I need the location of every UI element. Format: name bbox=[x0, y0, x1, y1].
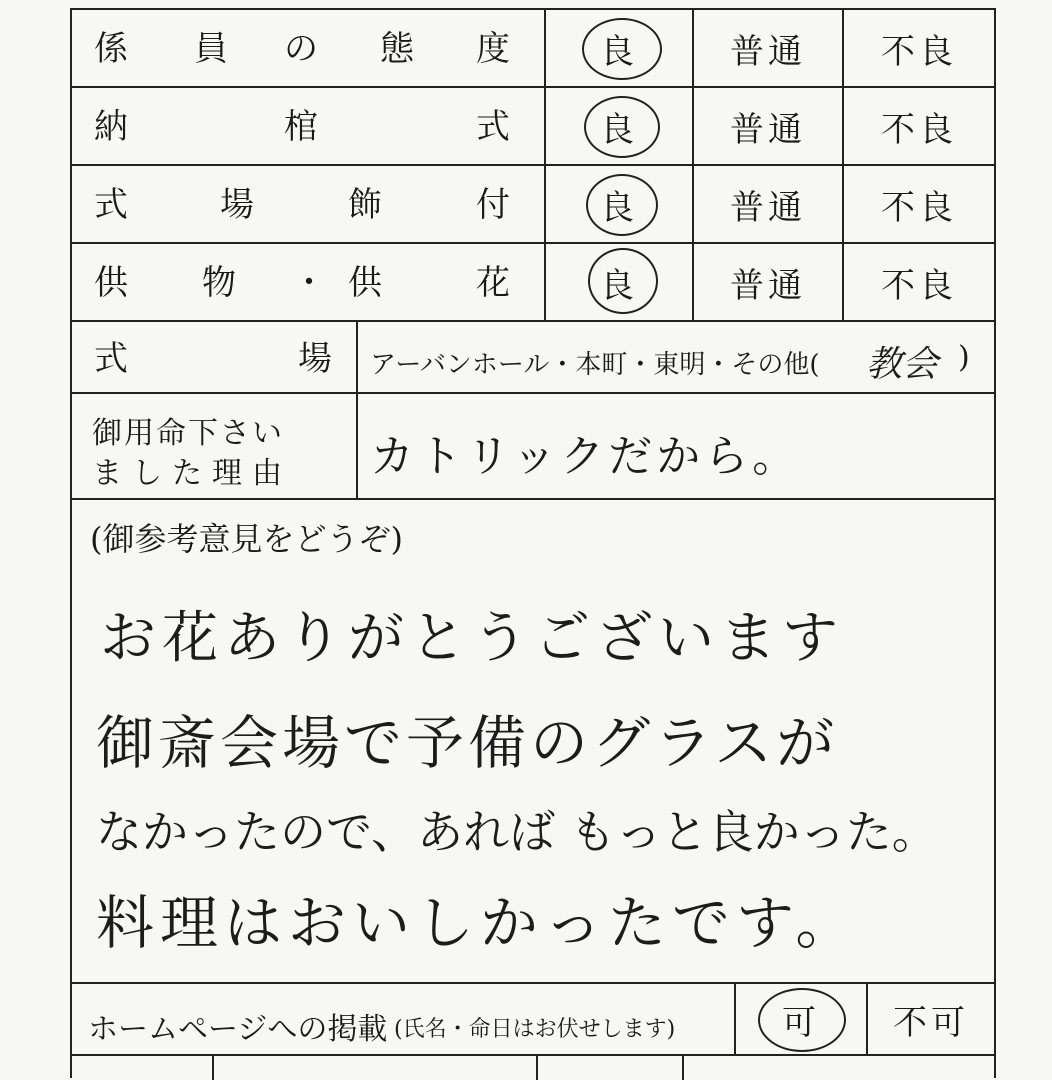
rating-label-cell bbox=[72, 10, 546, 86]
selection-circle bbox=[582, 18, 662, 80]
venue-row bbox=[72, 322, 994, 394]
venue-label-cell bbox=[72, 322, 358, 392]
comment-line: 料理はおいしかったです。 bbox=[96, 889, 860, 957]
option-bad-label: 不良 bbox=[881, 265, 957, 306]
label-char: 場 bbox=[298, 339, 332, 379]
option-good[interactable] bbox=[546, 244, 694, 320]
label-char: 態 bbox=[380, 29, 414, 69]
comment-line: お花ありがとうございます bbox=[100, 606, 844, 671]
label-char: 物 bbox=[202, 263, 236, 303]
option-bad-label: 不良 bbox=[881, 109, 957, 150]
option-bad[interactable] bbox=[844, 244, 994, 320]
homepage-note: (氏名・命日はお伏せします) bbox=[394, 1017, 676, 1042]
homepage-row bbox=[72, 984, 994, 1056]
partial-divider bbox=[536, 1056, 538, 1080]
label-char: 供 bbox=[94, 263, 128, 303]
homepage-label-cell bbox=[72, 984, 736, 1054]
venue-close-paren: ) bbox=[958, 340, 970, 375]
option-normal-label: 普通 bbox=[730, 109, 806, 150]
comment-line: なかったので、あれば もっと良かった。 bbox=[96, 805, 938, 859]
option-normal[interactable] bbox=[694, 244, 844, 320]
option-bad-label: 不良 bbox=[881, 187, 957, 228]
option-normal[interactable] bbox=[694, 166, 844, 242]
comments-prompt: (御参考意見をどうぞ) bbox=[90, 520, 403, 558]
label-char: 棺 bbox=[284, 107, 318, 147]
option-normal-label: 普通 bbox=[730, 265, 806, 306]
homepage-allow-label: 可 bbox=[782, 1002, 820, 1043]
option-good-label: 良 bbox=[600, 109, 638, 150]
label-char: 納 bbox=[94, 107, 128, 147]
homepage-label: ホームページへの掲載 bbox=[88, 1012, 388, 1047]
partial-divider bbox=[682, 1056, 684, 1080]
venue-options-cell bbox=[358, 322, 994, 392]
label-char: 係 bbox=[94, 29, 128, 69]
label-char: 付 bbox=[476, 185, 510, 225]
rating-row-offerings bbox=[72, 244, 994, 322]
option-normal[interactable] bbox=[694, 88, 844, 164]
comment-line: 御斎会場で予備のグラスが bbox=[96, 709, 839, 777]
selection-circle bbox=[758, 988, 846, 1052]
option-good[interactable] bbox=[546, 166, 694, 242]
option-normal-label: 普通 bbox=[730, 31, 806, 72]
reason-value-cell[interactable] bbox=[358, 394, 994, 498]
selection-circle bbox=[584, 96, 660, 158]
label-char: 式 bbox=[94, 185, 128, 225]
selection-circle bbox=[588, 248, 658, 314]
option-bad-label: 不良 bbox=[881, 31, 957, 72]
option-good[interactable] bbox=[546, 10, 694, 86]
homepage-deny-option[interactable] bbox=[868, 984, 994, 1054]
homepage-deny-label: 不可 bbox=[893, 1002, 969, 1043]
homepage-allow-option[interactable] bbox=[736, 984, 868, 1054]
option-normal[interactable] bbox=[694, 10, 844, 86]
label-char: 供 bbox=[348, 263, 382, 303]
comments-row[interactable] bbox=[72, 500, 994, 984]
rating-row-coffin bbox=[72, 88, 994, 166]
label-char: 花 bbox=[476, 263, 510, 303]
option-good-label: 良 bbox=[600, 187, 638, 228]
venue-other-value[interactable]: 教会 bbox=[866, 344, 939, 385]
rating-label-cell bbox=[72, 244, 546, 320]
option-good-label: 良 bbox=[600, 265, 638, 306]
label-char: 飾 bbox=[348, 185, 382, 225]
label-char: 式 bbox=[476, 107, 510, 147]
rating-label-cell bbox=[72, 88, 546, 164]
option-bad[interactable] bbox=[844, 10, 994, 86]
reason-label-line2: ました理由 bbox=[92, 456, 292, 491]
reason-label-line1: 御用命下さい bbox=[92, 416, 284, 451]
option-good-label: 良 bbox=[600, 31, 638, 72]
selection-circle bbox=[586, 174, 658, 236]
option-bad[interactable] bbox=[844, 88, 994, 164]
label-char: 員 bbox=[194, 29, 228, 69]
survey-form bbox=[70, 8, 996, 1078]
option-bad[interactable] bbox=[844, 166, 994, 242]
label-char: 式 bbox=[94, 339, 128, 379]
reason-label-cell bbox=[72, 394, 358, 498]
label-char: 場 bbox=[220, 185, 254, 225]
next-row-partial bbox=[72, 1056, 994, 1080]
rating-label-cell bbox=[72, 166, 546, 242]
reason-row bbox=[72, 394, 994, 500]
option-good[interactable] bbox=[546, 88, 694, 164]
label-char: ・ bbox=[292, 263, 326, 303]
partial-divider bbox=[212, 1056, 214, 1080]
reason-value: カトリックだから。 bbox=[370, 431, 801, 482]
venue-options: アーバンホール・本町・東明・その他( bbox=[370, 350, 820, 380]
rating-row-staff bbox=[72, 10, 994, 88]
label-char: の bbox=[284, 29, 318, 69]
option-normal-label: 普通 bbox=[730, 187, 806, 228]
label-char: 度 bbox=[476, 29, 510, 69]
rating-row-decoration bbox=[72, 166, 994, 244]
